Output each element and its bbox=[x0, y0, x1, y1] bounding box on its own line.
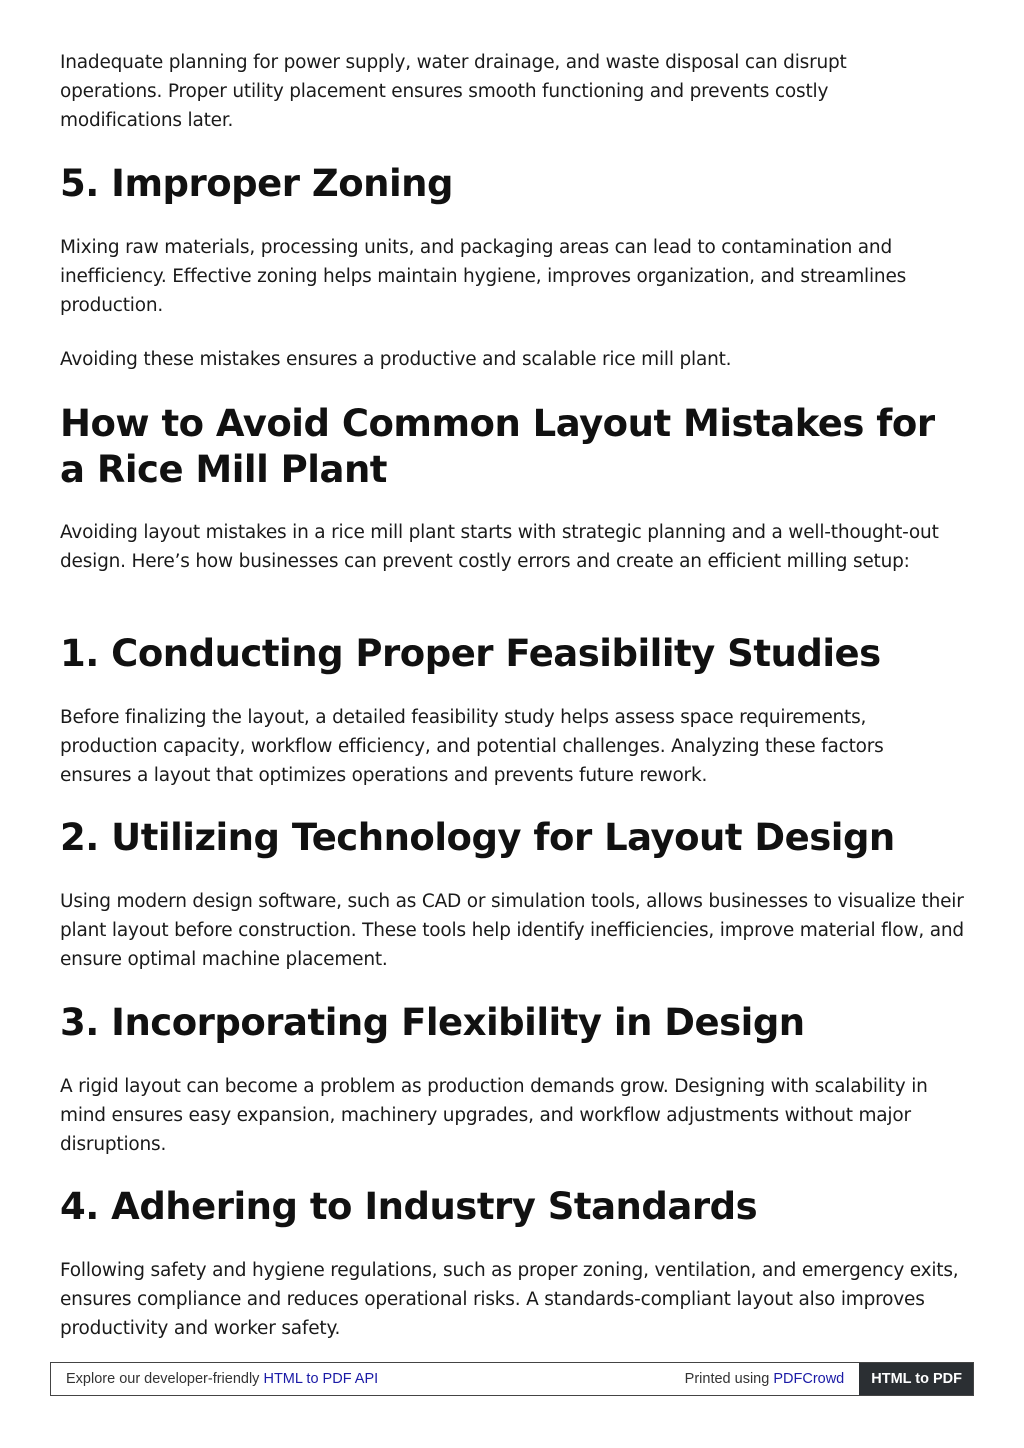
heading-how-to-avoid: How to Avoid Common Layout Mistakes for a Rice Mill Plant bbox=[60, 402, 935, 491]
paragraph-avoiding-mistakes: Avoiding these mistakes ensures a productive and scalable rice mill plant. bbox=[60, 349, 732, 370]
heading-flexibility-design: 3. Incorporating Flexibility in Design bbox=[60, 1001, 805, 1044]
pdfcrowd-link[interactable]: PDFCrowd bbox=[773, 1371, 845, 1387]
paragraph-utilities: Inadequate planning for power supply, water drainage, and waste disposal can disrupt operations. Proper utility placement ensures smooth functioning and prevents costly modifications later. bbox=[60, 52, 847, 131]
heading-industry-standards: 4. Adhering to Industry Standards bbox=[60, 1185, 758, 1228]
html-to-pdf-api-link[interactable]: HTML to PDF API bbox=[263, 1371, 379, 1387]
heading-technology-layout: 2. Utilizing Technology for Layout Design bbox=[60, 816, 895, 859]
footer-explore bbox=[51, 1371, 685, 1387]
footer-printed bbox=[685, 1371, 860, 1387]
heading-feasibility-studies: 1. Conducting Proper Feasibility Studies bbox=[60, 632, 881, 675]
pdf-footer-bar bbox=[50, 1362, 974, 1396]
footer-explore-text: Explore our developer-friendly bbox=[66, 1371, 264, 1387]
paragraph-flexibility-design: A rigid layout can become a problem as production demands grow. Designing with scalability in mind ensures easy expansion, machinery upgrades, and workflow adjustments without major disruptions. bbox=[60, 1076, 928, 1155]
paragraph-industry-standards: Following safety and hygiene regulations, such as proper zoning, ventilation, and emergency exits, ensures compliance and reduces operational risks. A standards-compliant layout also improves productivity and worker safety. bbox=[60, 1260, 959, 1339]
html-to-pdf-badge[interactable]: HTML to PDF bbox=[859, 1363, 973, 1395]
paragraph-technology-layout: Using modern design software, such as CAD or simulation tools, allows businesses to visualize their plant layout before construction. These tools help identify inefficiencies, improve material flow, and ensure optimal machine placement. bbox=[60, 891, 964, 970]
paragraph-how-to-avoid: Avoiding layout mistakes in a rice mill plant starts with strategic planning and a well-thought-out design. Here’s how businesses can prevent costly errors and create an efficient milling setup: bbox=[60, 522, 939, 572]
footer-printed-text: Printed using bbox=[684, 1371, 774, 1387]
heading-improper-zoning: 5. Improper Zoning bbox=[60, 162, 453, 205]
paragraph-zoning: Mixing raw materials, processing units, and packaging areas can lead to contamination and inefficiency. Effective zoning helps maintain hygiene, improves organization, and streamlines production. bbox=[60, 237, 907, 316]
paragraph-feasibility-studies: Before finalizing the layout, a detailed feasibility study helps assess space requirements, production capacity, workflow efficiency, and potential challenges. Analyzing these factors ensures a layout that optimizes operations and prevents future rework. bbox=[60, 707, 884, 786]
